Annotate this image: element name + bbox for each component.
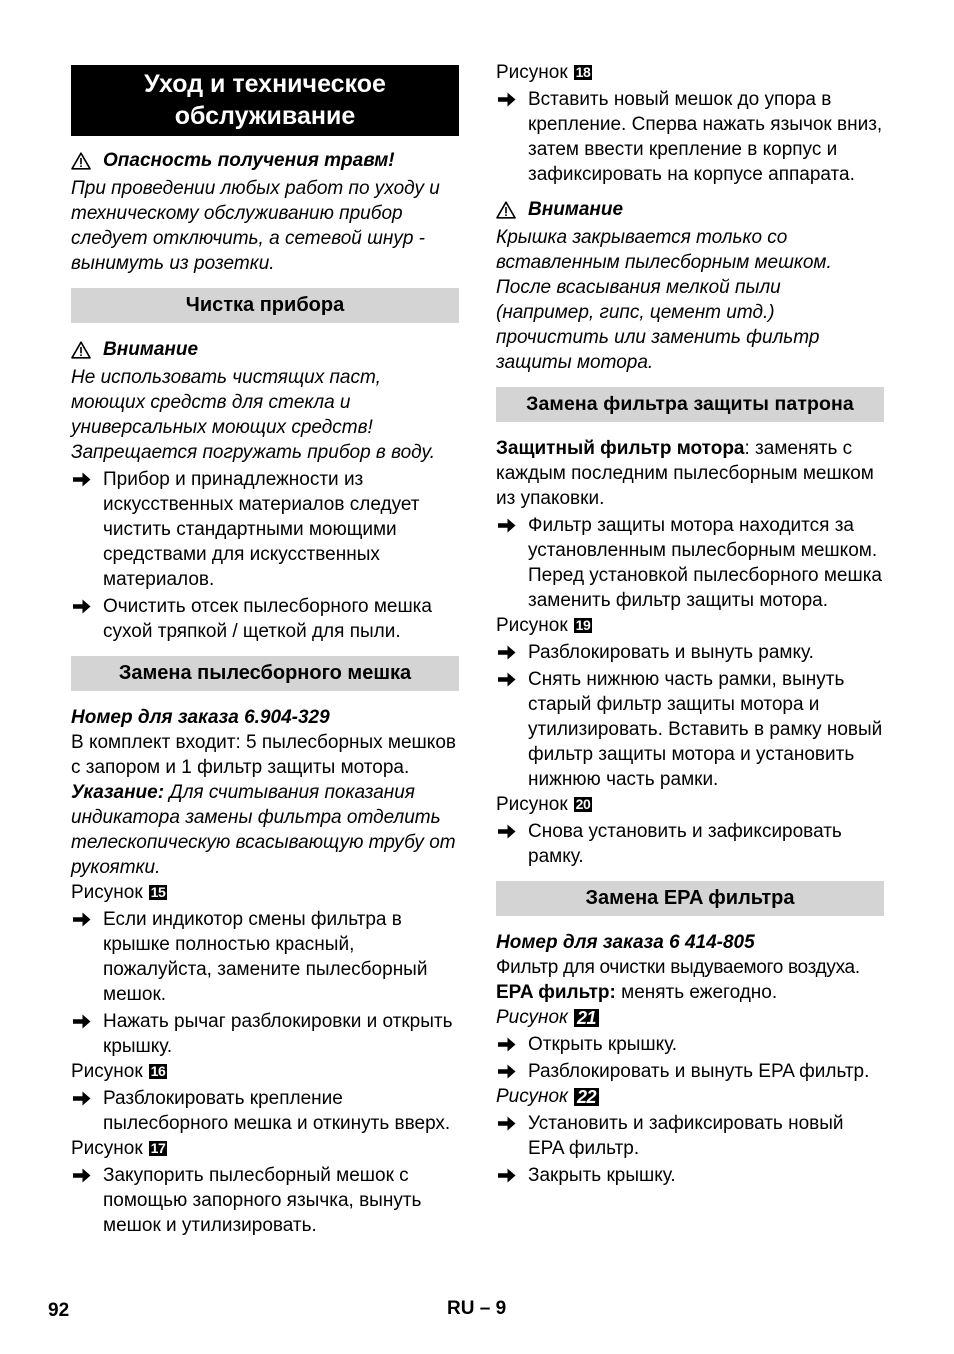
lid-warning-text: Крышка закрывается только со вставленным пылесборным мешком. После всасывания мелкой пыли (например, гипс, цемент итд.) прочистить или заменить фильтр защиты мотора. [496,227,832,373]
arrow-right-icon [72,911,92,928]
list-item: Разблокировать и вынуть EPA фильтр. [496,1059,884,1084]
section-cartridge-heading: Замена фильтра защиты патрона [496,387,884,422]
danger-text: При проведении любых работ по уходу и техническому обслуживанию прибор следует отключить, а сетевой шнур - вынимуть из розетки. [71,178,440,274]
list-item: Разблокировать и вынуть рамку. [496,640,884,665]
epa-description: Фильтр для очистки выдуваемого воздуха. [496,957,860,978]
arrow-right-icon [497,517,517,534]
left-column [71,60,459,1238]
arrow-right-icon [497,644,517,661]
arrow-right-icon [497,1167,517,1184]
epa-order-number: Номер для заказа 6 414-805 [496,932,755,953]
figure-ref-20: Рисунок 20 [496,794,591,815]
danger-heading: Опасность получения травм! [71,148,459,173]
arrow-right-icon [497,823,517,840]
warning-triangle-icon [496,201,516,219]
figure-ref-19: Рисунок 19 [496,615,591,636]
list-item: Открыть крышку. [496,1032,884,1057]
figure-ref-18: Рисунок 18 [496,62,591,83]
arrow-right-icon [497,91,517,108]
page-title: Уход и техническое обслуживание [71,65,459,136]
figure-ref-16: Рисунок 16 [71,1061,166,1082]
cleaning-warning-heading: Внимание [71,337,459,362]
list-item: Если индикотор смены фильтра в крышке полностью красный, пожалуйста, замените пылесборный мешок. [71,907,459,1007]
list-item: Вставить новый мешок до упора в крепление. Сперва нажать язычок вниз, затем ввести крепление в корпус и зафиксировать на корпусе аппарата. [496,87,884,187]
arrow-right-icon [497,1115,517,1132]
arrow-right-icon [72,1090,92,1107]
figure-ref-22: Рисунок 22 [496,1084,884,1109]
right-column [496,60,884,1188]
list-item: Снять нижнюю часть рамки, вынуть старый фильтр защиты мотора и утилизировать. Вставить в рамку новый фильтр защиты мотора и установить нижнюю часть рамки. [496,667,884,792]
warning-triangle-icon [71,341,91,359]
list-item: Очистить отсек пылесборного мешка сухой тряпкой / щеткой для пыли. [71,594,459,644]
cleaning-warning-text: Не использовать чистящих паст, моющих средств для стекла и универсальных моющих средств! Запрещается погружать прибор в воду. [71,367,435,463]
arrow-right-icon [72,1167,92,1184]
arrow-right-icon [72,1013,92,1030]
arrow-right-icon [72,471,92,488]
figure-ref-21: Рисунок 21 [496,1005,884,1030]
epa-interval: EPA фильтр: менять ежегодно. [496,982,778,1003]
arrow-right-icon [72,598,92,615]
section-footer: RU – 9 [447,1298,507,1319]
arrow-right-icon [497,1036,517,1053]
arrow-right-icon [497,1063,517,1080]
list-item: Разблокировать крепление пылесборного мешка и откинуть вверх. [71,1086,459,1136]
motor-filter-text: Защитный фильтр мотора: заменять с каждым последним пылесборным мешком из упаковки. [496,438,874,509]
section-cleaning-heading: Чистка прибора [71,288,459,323]
list-item: Закупорить пылесборный мешок с помощью запорного язычка, вынуть мешок и утилизировать. [71,1163,459,1238]
list-item: Прибор и принадлежности из искусственных материалов следует чистить стандартными моющими средствами для искусственных материалов. [71,467,459,592]
list-item: Фильтр защиты мотора находится за установленным пылесборным мешком. Перед установкой пылесборного мешка заменить фильтр защиты мотора. [496,513,884,613]
page-number: 92 [48,1300,70,1321]
figure-ref-15: Рисунок 15 [71,882,166,903]
section-bag-heading: Замена пылесборного мешка [71,656,459,691]
kit-text: В комплект входит: 5 пылесборных мешков с запором и 1 фильтр защиты мотора. [71,732,456,778]
arrow-right-icon [497,671,517,688]
warning-triangle-icon [71,152,91,170]
order-number: Номер для заказа 6.904-329 [71,707,330,728]
figure-ref-17: Рисунок 17 [71,1138,166,1159]
list-item: Снова установить и зафиксировать рамку. [496,819,884,869]
list-item: Установить и зафиксировать новый EPA фильтр. [496,1111,884,1161]
note: Указание: Для считывания показания индикатора замены фильтра отделить телескопическую всасывающую трубу от рукоятки. [71,782,456,878]
section-epa-heading: Замена EPA фильтра [496,881,884,916]
lid-warning-heading: Внимание [496,197,884,222]
list-item: Нажать рычаг разблокировки и открыть крышку. [71,1009,459,1059]
list-item: Закрыть крышку. [496,1163,884,1188]
